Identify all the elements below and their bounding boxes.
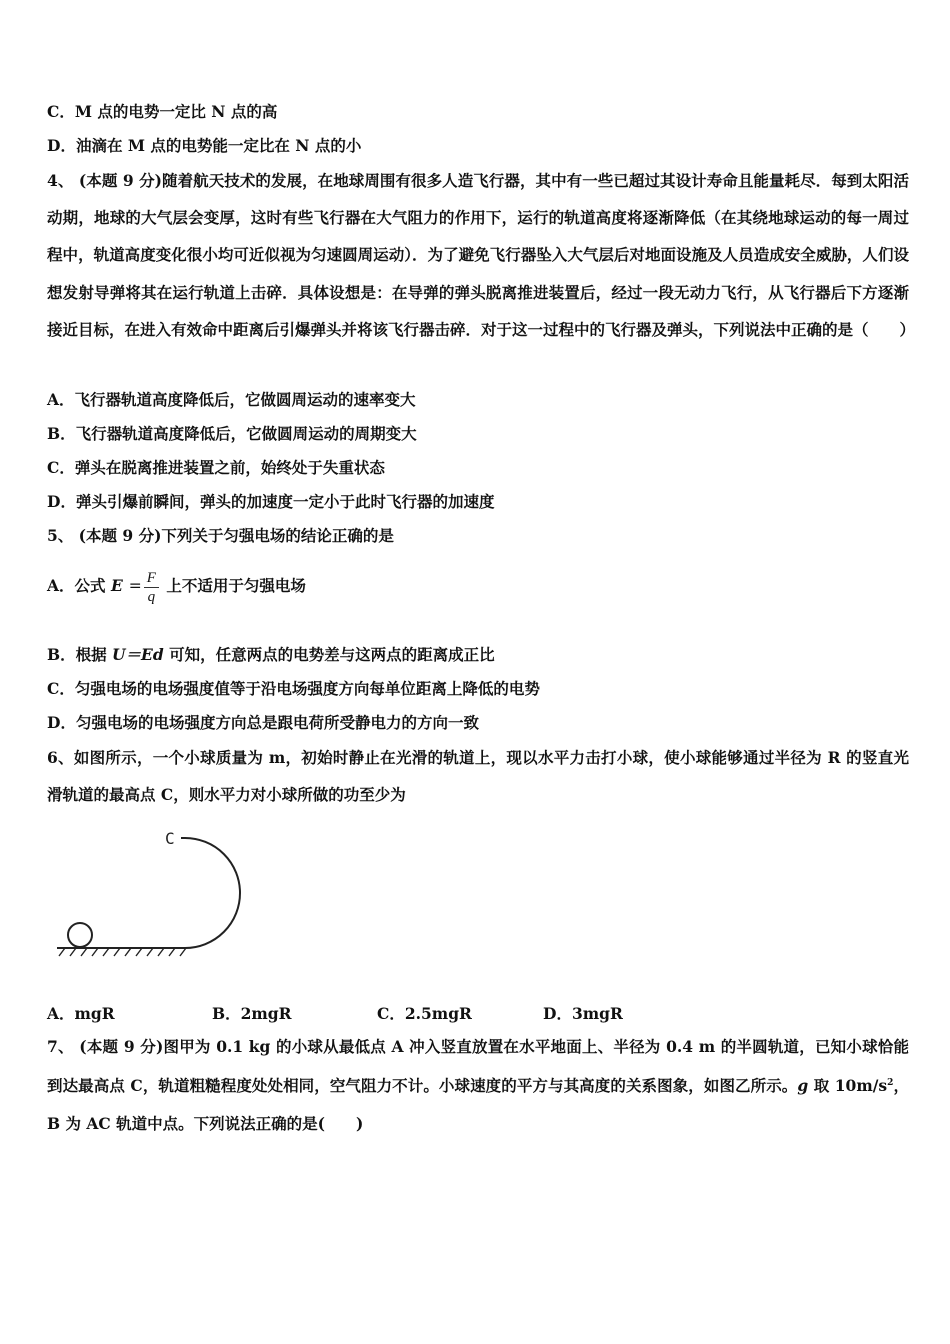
q5-option-b <box>47 645 495 665</box>
loop-track <box>57 838 240 948</box>
ground-hatching <box>59 948 186 956</box>
fraction-numerator: F <box>144 569 159 588</box>
q6-option-b: B．2mgR <box>212 1004 292 1023</box>
q7-stem <box>47 1028 909 1142</box>
q7-stem-1: 7、 (本题 9 分)图甲为 0.1 kg 的小球从最低点 A 冲入竖直放置在水平地面上、半径为 0.4 m 的半圆轨道，已知小球恰能到达最高点 C，轨道粗糙程度处处相同，空气阻力不计。小球速度的平方与其高度的关系图象，如图乙所示。 <box>47 1037 909 1096</box>
q7-stem-2: 取 10m/s <box>808 1076 888 1096</box>
q4-option-d: D．弹头引爆前瞬间，弹头的加速度一定小于此时飞行器的加速度 <box>47 492 495 511</box>
q5-a-prefix: A．公式 <box>47 576 111 595</box>
q5-option-a <box>47 566 306 606</box>
q5-b-suffix: 可知，任意两点的电势差与这两点的距离成正比 <box>163 645 495 664</box>
q5-option-c: C．匀强电场的电场强度值等于沿电场强度方向每单位距离上降低的电势 <box>47 679 540 698</box>
q5-a-var: E <box>110 576 123 595</box>
q6-option-d: D．3mgR <box>543 1004 623 1023</box>
q5-a-suffix: 上不适用于匀强电场 <box>160 576 306 595</box>
q5-a-eq: = <box>128 577 142 595</box>
q7-stem-3: ，B 为 AC 轨道中点。下列说法正确的是( ) <box>47 1076 909 1133</box>
q6-option-a: A．mgR <box>47 1004 115 1023</box>
q3-option-d: D．油滴在 M 点的电势能一定比在 N 点的小 <box>47 136 362 155</box>
q5-b-formula: U＝Ed <box>112 645 164 664</box>
q7-g: g <box>797 1076 809 1096</box>
track-diagram <box>55 820 255 965</box>
q6-stem: 6、如图所示，一个小球质量为 m，初始时静止在光滑的轨道上，现以水平力击打小球，使小球能够通过半径为 R 的竖直光滑轨道的最高点 C，则水平力对小球所做的功至少为 <box>47 748 909 805</box>
ball <box>68 923 92 947</box>
q4-option-a: A．飞行器轨道高度降低后，它做圆周运动的速率变大 <box>47 390 416 409</box>
q7-superscript: 2 <box>887 1078 894 1089</box>
fraction-denominator: q <box>147 588 156 605</box>
q5-b-prefix: B．根据 <box>47 645 112 664</box>
q4-option-b: B．飞行器轨道高度降低后，它做圆周运动的周期变大 <box>47 424 417 443</box>
q4-stem: 4、 (本题 9 分)随着航天技术的发展，在地球周围有很多人造飞行器，其中有一些已超过其设计寿命且能量耗尽．每到太阳活动期，地球的大气层会变厚，这时有些飞行器在大气阻力的作用下，运行的轨道高度将逐渐降低（在其绕地球运动的每一周过程中，轨道高度变化很小均可近似视为匀速圆周运动）．为了避免飞行器坠入大气层后对地面设施及人员造成安全威胁，人们设想发射导弹将其在运行轨道上击碎．具体设想是：在导弹的弹头脱离推进装置后，经过一段无动力飞行，从飞行器后下方逐渐接近目标，在进入有效命中距离后引爆弹头并将该飞行器击碎．对于这一过程中的飞行器及弹头，下列说法中正确的是（ ） <box>47 171 916 339</box>
formula-fraction <box>144 569 159 606</box>
q6-option-c: C．2.5mgR <box>377 1004 472 1023</box>
point-c-label: C <box>165 829 175 848</box>
q5-stem: 5、 (本题 9 分)下列关于匀强电场的结论正确的是 <box>47 526 394 545</box>
q4-option-c: C．弹头在脱离推进装置之前，始终处于失重状态 <box>47 458 385 477</box>
q3-option-c: C．M 点的电势一定比 N 点的高 <box>47 102 278 121</box>
q5-option-d: D．匀强电场的电场强度方向总是跟电荷所受静电力的方向一致 <box>47 713 479 732</box>
